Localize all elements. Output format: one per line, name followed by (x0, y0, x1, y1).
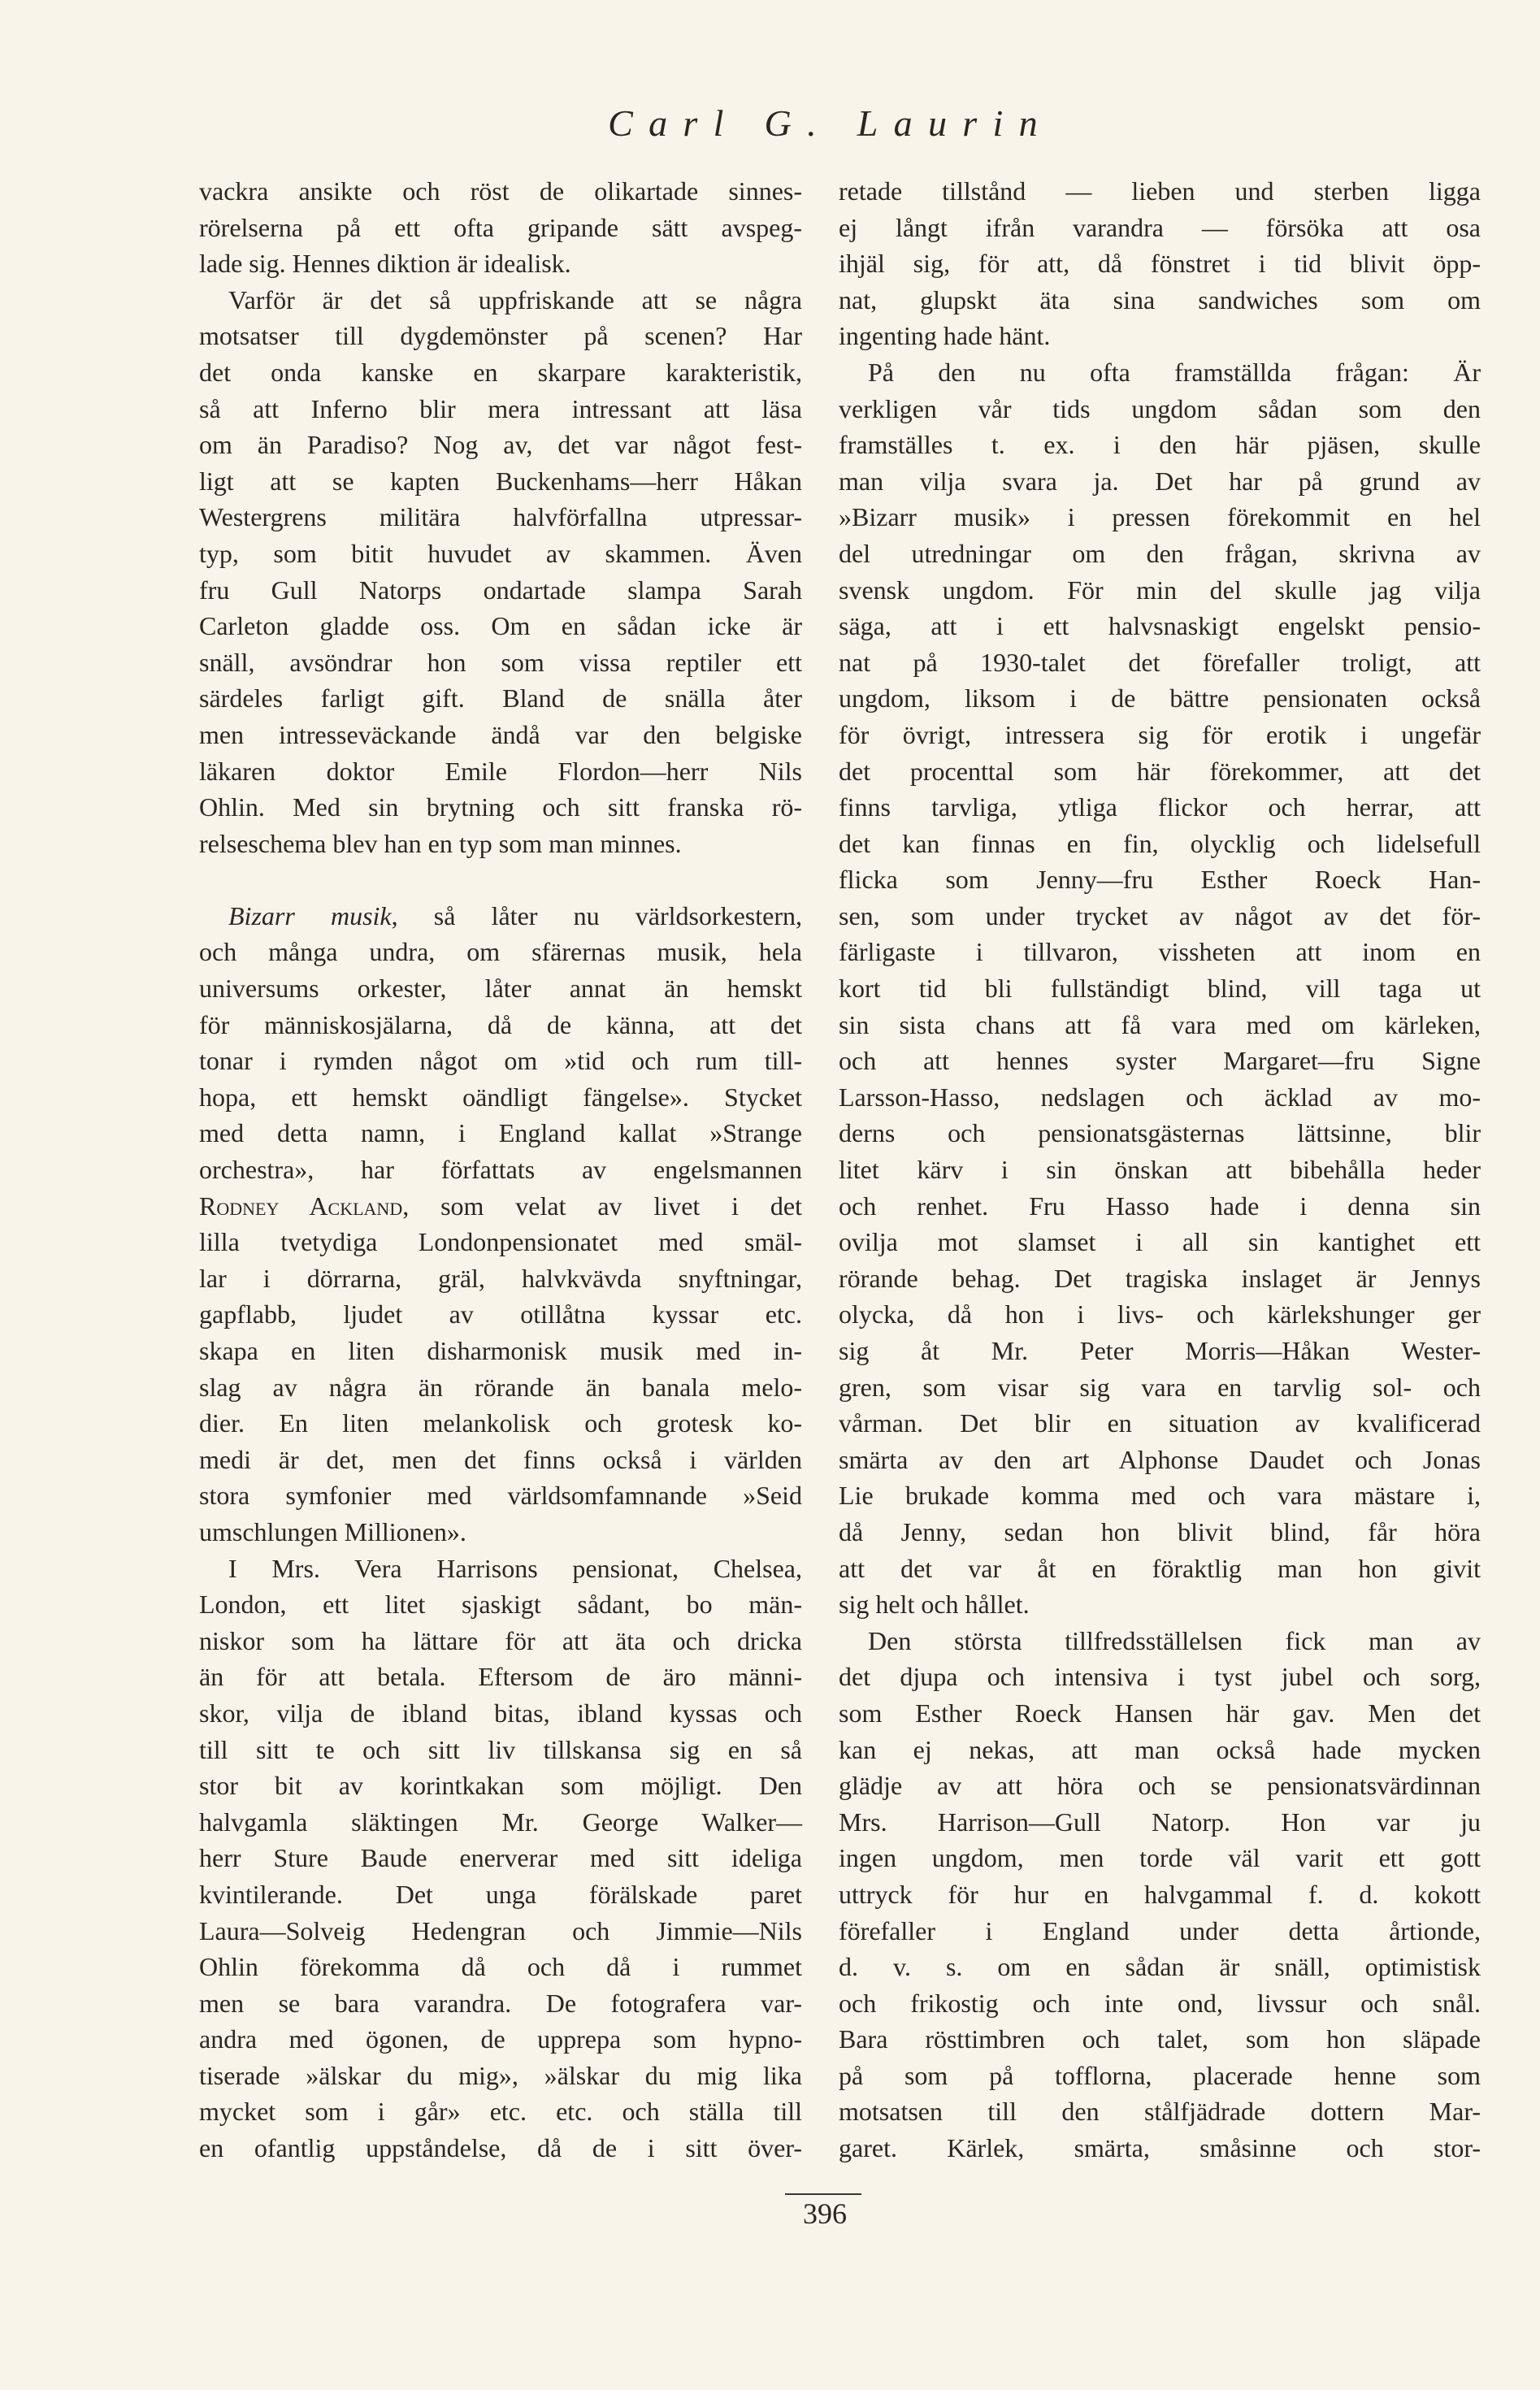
text-line: fru Gull Natorps ondartade slampa Sarah (199, 575, 802, 605)
text-line: men intresseväckande ändå var den belgiske (199, 719, 802, 749)
text-line: relseschema blev han en typ som man minnes. (199, 828, 682, 858)
paragraph (839, 1623, 1481, 2167)
text-line: typ, som bitit huvudet av skammen. Även (199, 538, 802, 568)
text-line: Laura—Solveig Hedengran och Jimmie—Nils (199, 1915, 802, 1945)
text-line: och att hennes syster Margaret—fru Signe (839, 1046, 1481, 1076)
text-line: nat, glupskt äta sina sandwiches som om (839, 284, 1481, 314)
text-line: kan ej nekas, att man också hade mycken (839, 1734, 1481, 1764)
text-line: olycka, då hon i livs- och kärlekshunger ger (839, 1299, 1481, 1329)
paragraph (199, 1551, 802, 2167)
text-line: stora symfonier med världsomfamnande »Seid (199, 1481, 802, 1511)
page-number: 396 (803, 2197, 847, 2230)
text-line: det kan finnas en fin, olycklig och lidelsefull (839, 828, 1481, 858)
text-line: för människosjälarna, då de känna, att det (199, 1009, 802, 1039)
text-line: Ohlin. Med sin brytning och sitt franska rö- (199, 792, 802, 822)
text-line: d. v. s. om en sådan är snäll, optimistisk (839, 1952, 1481, 1982)
text-line: universums orkester, låter annat än hemskt (199, 974, 802, 1004)
text-line: Rodney Ackland, som velat av livet i det (199, 1191, 803, 1221)
text-line: del utredningar om den frågan, skrivna av (839, 538, 1481, 568)
text-line: vackra ansikte och röst de olikartade sinnes- (199, 176, 802, 206)
text-line: flicka som Jenny—fru Esther Roeck Han- (839, 865, 1481, 895)
text-line: kort tid bli fullständigt blind, vill taga ut (839, 974, 1481, 1004)
text-line: »Bizarr musik» i pressen förekommit en hel (839, 502, 1481, 532)
text-line: London, ett litet sjaskigt sådant, bo män- (199, 1590, 802, 1620)
text-line: med detta namn, i England kallat »Strange (199, 1118, 802, 1148)
text-line: dier. En liten melankolisk och grotesk ko- (199, 1408, 802, 1438)
text-line: slag av några än rörande än banala melo- (199, 1372, 802, 1402)
play-title: Bizarr musik (228, 900, 392, 930)
text-line: en ofantlig uppståndelse, då de i sitt över- (199, 2133, 802, 2163)
text-line: sig åt Mr. Peter Morris—Håkan Wester- (839, 1336, 1481, 1365)
text-line: glädje av att höra och se pensionatsvärdinnan (839, 1771, 1481, 1801)
text-line: derns och pensionatsgästernas lättsinne, blir (839, 1118, 1481, 1148)
text-line: motsatsen till den stålfjädrade dottern Mar- (839, 2097, 1481, 2127)
text-line: orchestra», har författats av engelsmannen (199, 1155, 802, 1185)
text-line: så att Inferno blir mera intressant att läsa (199, 393, 802, 423)
text-line: skor, vilja de ibland bitas, ibland kyssas och (199, 1698, 802, 1728)
text-line: finns tarvliga, ytliga flickor och herrar, att (839, 792, 1481, 822)
text-line: det djupa och intensiva i tyst jubel och sorg, (839, 1662, 1481, 1692)
text-line: ingen ungdom, men torde väl varit ett gott (839, 1843, 1481, 1873)
text-line: lade sig. Hennes diktion är idealisk. (199, 249, 571, 279)
text-line: Bara rösttimbren och talet, som hon släpade (839, 2024, 1481, 2054)
text-line: snäll, avsöndrar hon som vissa reptiler ett (199, 647, 802, 677)
author-name: Rodney Ackland (199, 1191, 403, 1221)
text-line: lar i dörrarna, gräl, halvkvävda snyftningar, (199, 1263, 802, 1293)
text-line: det onda kanske en skarpare karakteristik, (199, 357, 802, 387)
text-line: Westergrens militära halvförfallna utpressar- (199, 502, 802, 532)
text-line: ovilja mot slamset i all sin kantighet ett (839, 1227, 1481, 1257)
text-line: gren, som visar sig vara en tarvlig sol- och (839, 1372, 1481, 1402)
paragraph (199, 282, 802, 862)
text-line: ihjäl sig, för att, då fönstret i tid blivit öpp- (839, 249, 1481, 279)
text-line: verkligen vår tids ungdom sådan som den (839, 393, 1481, 423)
page-number-rule (785, 2193, 861, 2195)
text-line: I Mrs. Vera Harrisons pensionat, Chelsea, (228, 1553, 802, 1583)
text-line: om än Paradiso? Nog av, det var något fest- (199, 430, 802, 460)
right-column (839, 173, 1481, 2167)
text-line: medi är det, men det finns också i världen (199, 1444, 802, 1474)
text-line: tonar i rymden något om »tid och rum till- (199, 1046, 802, 1076)
text-line: och många undra, om sfärernas musik, hela (199, 937, 802, 967)
text-line: Varför är det så uppfriskande att se några (228, 284, 802, 314)
text-line: gapflabb, ljudet av otillåtna kyssar etc. (199, 1299, 802, 1329)
text-line: skapa en liten disharmonisk musik med in- (199, 1336, 802, 1365)
text-line: Ohlin förekomma då och då i rummet (199, 1952, 802, 1982)
paragraph (839, 354, 1481, 1623)
text-line: och frikostig och inte ond, livssur och snål. (839, 1988, 1481, 2018)
text-line: litet kärv i sin önskan att bibehålla heder (839, 1155, 1481, 1185)
text-line: man vilja svara ja. Det har på grund av (839, 466, 1481, 496)
text-line: sig helt och hållet. (839, 1590, 1030, 1620)
text-line: hopa, ett hemskt oändligt fängelse». Stycket (199, 1082, 802, 1112)
text-line: rörande behag. Det tragiska inslaget är Jennys (839, 1263, 1481, 1293)
text-line: stor bit av korintkakan som möjligt. Den (199, 1771, 802, 1801)
text-line: svensk ungdom. För min del skulle jag vilja (839, 575, 1481, 605)
text-line: men se bara varandra. De fotografera var- (199, 1988, 802, 2018)
text-line: ungdom, liksom i de bättre pensionaten också (839, 683, 1481, 714)
text-line: till sitt te och sitt liv tillskansa sig en så (199, 1734, 802, 1764)
text-line: herr Sture Baude enerverar med sitt ideliga (199, 1843, 802, 1873)
text-line: Lie brukade komma med och vara mästare i, (839, 1481, 1481, 1511)
text-line: motsatser till dygdemönster på scenen? Har (199, 321, 802, 351)
text-line: andra med ögonen, de upprepa som hypno- (199, 2024, 802, 2054)
text-line: Bizarr musik, så låter nu världsorkestern, (228, 900, 802, 930)
text-line: Larsson-Hasso, nedslagen och äcklad av mo- (839, 1082, 1481, 1112)
text-line: framställes t. ex. i den här pjäsen, skulle (839, 430, 1481, 460)
text-line: uttryck för hur en halvgammal f. d. kokott (839, 1879, 1481, 1909)
text-line: halvgamla släktingen Mr. George Walker— (199, 1807, 802, 1837)
text-line: niskor som ha lättare för att äta och dricka (199, 1625, 802, 1655)
text-line: läkaren doktor Emile Flordon—herr Nils (199, 756, 802, 786)
running-header-author: Carl G. Laurin (608, 102, 1053, 144)
paragraph (199, 898, 802, 1551)
text-line: kvintilerande. Det unga förälskade paret (199, 1879, 802, 1909)
text-line: särdeles farligt gift. Bland de snälla åter (199, 683, 802, 714)
section-break (199, 861, 802, 898)
paragraph (839, 173, 1481, 354)
text-line: säga, att i ett halvsnaskigt engelskt pensio- (839, 611, 1481, 641)
text-line: lilla tvetydiga Londonpensionatet med smäl- (199, 1227, 802, 1257)
text-line: sen, som under trycket av något av det för- (839, 900, 1481, 930)
text-line: för övrigt, intressera sig för erotik i ungefär (839, 719, 1481, 749)
text-line: vårman. Det blir en situation av kvalificerad (839, 1408, 1481, 1438)
text-line: ligt att se kapten Buckenhams—herr Håkan (199, 466, 802, 496)
text-line: nat på 1930-talet det förefaller troligt, att (839, 647, 1481, 677)
text-line: ingenting hade hänt. (839, 321, 1051, 351)
text-line: På den nu ofta framställda frågan: Är (868, 357, 1481, 387)
text-line: att det var åt en föraktlig man hon givit (839, 1553, 1481, 1583)
text-line: garet. Kärlek, smärta, småsinne och stor- (839, 2133, 1481, 2163)
text-line: retade tillstånd — lieben und sterben ligga (839, 176, 1481, 206)
paragraph (199, 173, 802, 282)
text-line: det procenttal som här förekommer, att det (839, 756, 1481, 786)
text-line: mycket som i går» etc. etc. och ställa till (199, 2097, 802, 2127)
text-line: rörelserna på ett ofta gripande sätt avspeg- (199, 212, 802, 242)
text-line: än för att betala. Eftersom de äro männi- (199, 1662, 802, 1692)
left-column (199, 173, 802, 2167)
text-line: då Jenny, sedan hon blivit blind, får höra (839, 1516, 1481, 1546)
text-line: Den största tillfredsställelsen fick man av (868, 1625, 1481, 1655)
text-line: Carleton gladde oss. Om en sådan icke är (199, 611, 802, 641)
text-line: umschlungen Millionen». (199, 1516, 466, 1546)
text-line: och renhet. Fru Hasso hade i denna sin (839, 1191, 1481, 1221)
text-line: Mrs. Harrison—Gull Natorp. Hon var ju (839, 1807, 1481, 1837)
text-line: ej långt ifrån varandra — försöka att osa (839, 212, 1481, 242)
text-line: färligaste i tillvaron, vissheten att inom en (839, 937, 1481, 967)
text-line: sin sista chans att få vara med om kärleken, (839, 1009, 1481, 1039)
text-line: smärta av den art Alphonse Daudet och Jonas (839, 1444, 1481, 1474)
text-line: tiserade »älskar du mig», »älskar du mig lika (199, 2060, 802, 2090)
text-line: som Esther Roeck Hansen här gav. Men det (839, 1698, 1481, 1728)
text-line: förefaller i England under detta årtionde, (839, 1915, 1481, 1945)
text-line: på som på tofflorna, placerade henne som (839, 2060, 1481, 2090)
